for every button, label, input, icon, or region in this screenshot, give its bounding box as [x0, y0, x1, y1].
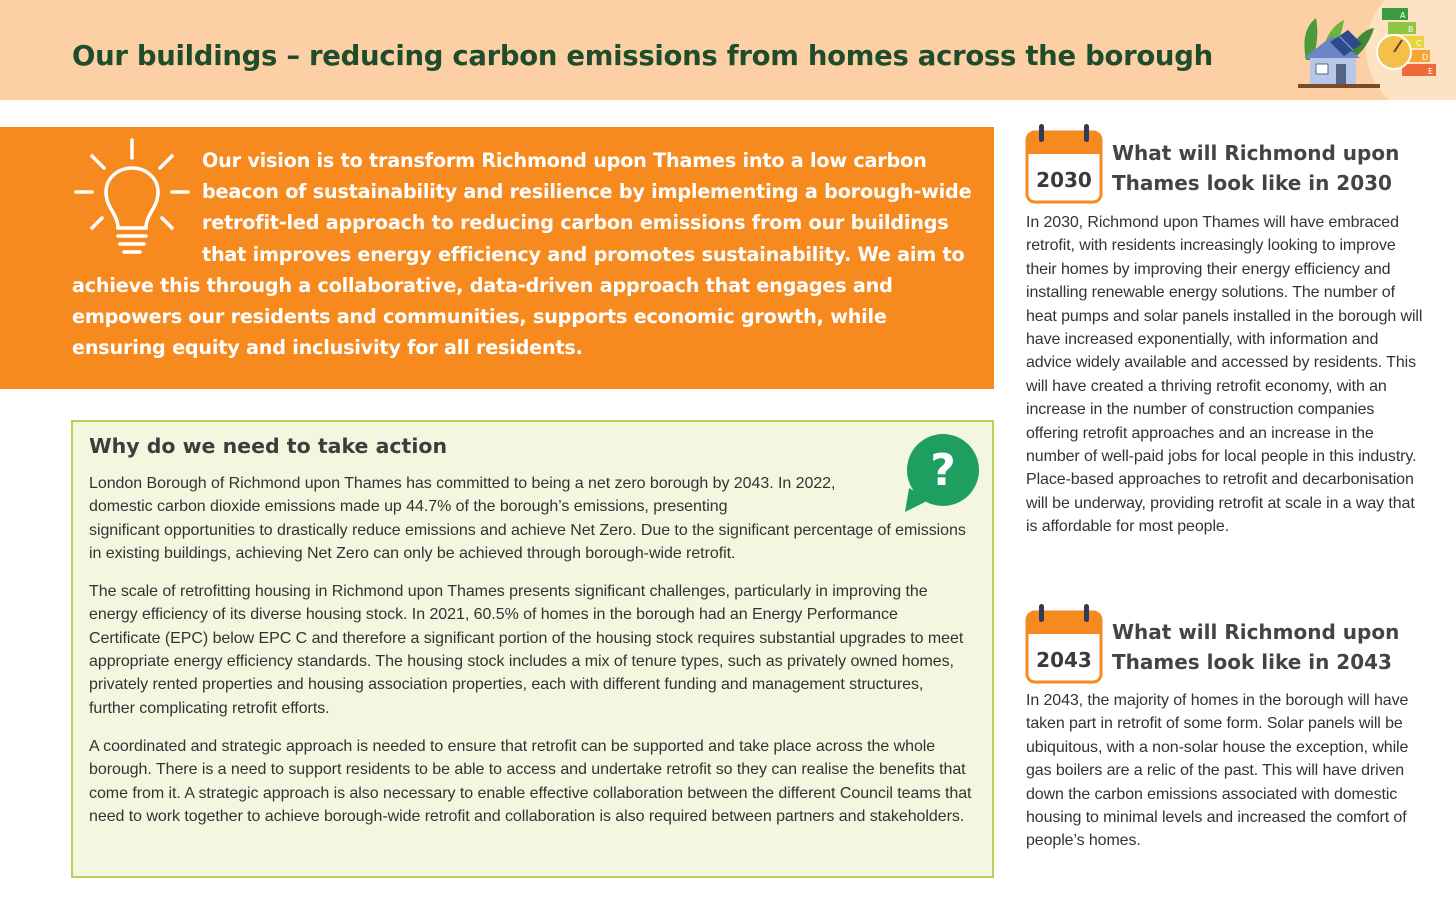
why-paragraph-1a: London Borough of Richmond upon Thames has committed to being a net zero borough by 2043. In 2022, domestic carbon dioxide emissions made up 44.7% of the borough’s emissions, presenting: [89, 475, 836, 516]
rating-a-label: A: [1400, 11, 1406, 20]
why-action-box: [71, 420, 994, 878]
calendar-year-label: 2043: [1036, 648, 1092, 672]
why-paragraph-3: A coordinated and strategic approach is needed to ensure that retrofit can be supported and take place across the whole borough. There is a need to support residents to be able to access and undertake retrofit so they can realise the benefits that come from it. A strategic approach is also necessary to enable effective collaboration between the different Council teams that need to work together to achieve borough-wide retrofit and collaboration is also required between partners and stakeholders.: [89, 737, 972, 825]
vision-statement: [72, 145, 982, 363]
calendar-year-label: 2030: [1036, 168, 1092, 192]
why-paragraph-2: The scale of retrofitting housing in Richmond upon Thames presents significant challenges, particularly in improving the energy efficiency of its diverse housing stock. In 2021, 60.5% of homes in the borough had an Energy Performance Certificate (EPC) below EPC C and therefore a significant portion of the housing stock requires substantial upgrades to meet appropriate energy efficiency standards. The housing stock includes a mix of tenure types, such as privately owned homes, privately rented properties and housing association properties, each with different funding and management structures, further complicating retrofit efforts.: [89, 583, 964, 717]
house-energy-rating-icon: [1286, 0, 1456, 100]
rating-b-label: B: [1408, 25, 1414, 34]
why-title: Why do we need to take action: [89, 434, 448, 458]
future-2030-title: What will Richmond upon Thames look like in 2030: [1112, 141, 1400, 195]
header-band: [0, 0, 1456, 100]
calendar-2043-icon: [1025, 604, 1103, 684]
why-paragraph-1b: significant opportunities to drastically reduce emissions and achieve Net Zero. Due to the significant percentage of emissions in existing buildings, achieving Net Zero can only be achieved through borough-wide retrofit.: [89, 521, 966, 562]
calendar-2030-icon: [1025, 124, 1103, 204]
page-title: Our buildings – reducing carbon emissions from homes across the borough: [72, 40, 1213, 72]
future-2043-body: In 2043, the majority of homes in the borough will have taken part in retrofit of some form. Solar panels will be ubiquitous, with a non-solar house the exception, while gas boilers are a relic of the past. This will have driven down the carbon emissions associated with domestic housing to minimal levels and increased the comfort of people’s homes.: [1026, 692, 1409, 850]
svg-text:?: ?: [930, 445, 956, 496]
why-body: [89, 472, 973, 843]
future-2030-body: In 2030, Richmond upon Thames will have embraced retrofit, with residents increasingly looking to improve their homes by improving their energy efficiency and installing renewable energy solutions. The number of heat pumps and solar panels installed in the borough will have increased exponentially, with information and advice widely available and accessed by residents. This will have created a thriving retrofit economy, with an increase in the number of construction companies offering retrofit approaches and an increase in the number of well-paid jobs for local people in this industry. Place-based approaches to retrofit and decarbonisation will be underway, providing retrofit at scale in a way that is affordable for most people.: [1026, 214, 1423, 536]
rating-e-label: E: [1428, 67, 1434, 76]
vision-text: Our vision is to transform Richmond upon Thames into a low carbon beacon of sustainability and resilience by implementing a borough-wide retrofit-led approach to reducing carbon emissions from our buildings that improves energy efficiency and promotes sustainability. We aim to achieve this through a collaborative, data-driven approach that engages and empowers our residents and communities, supports economic growth, while ensuring equity and inclusivity for all residents.: [72, 149, 972, 360]
future-2043-title: What will Richmond upon Thames look like in 2043: [1112, 620, 1400, 674]
rating-c-label: C: [1416, 39, 1422, 48]
rating-d-label: D: [1422, 53, 1429, 62]
